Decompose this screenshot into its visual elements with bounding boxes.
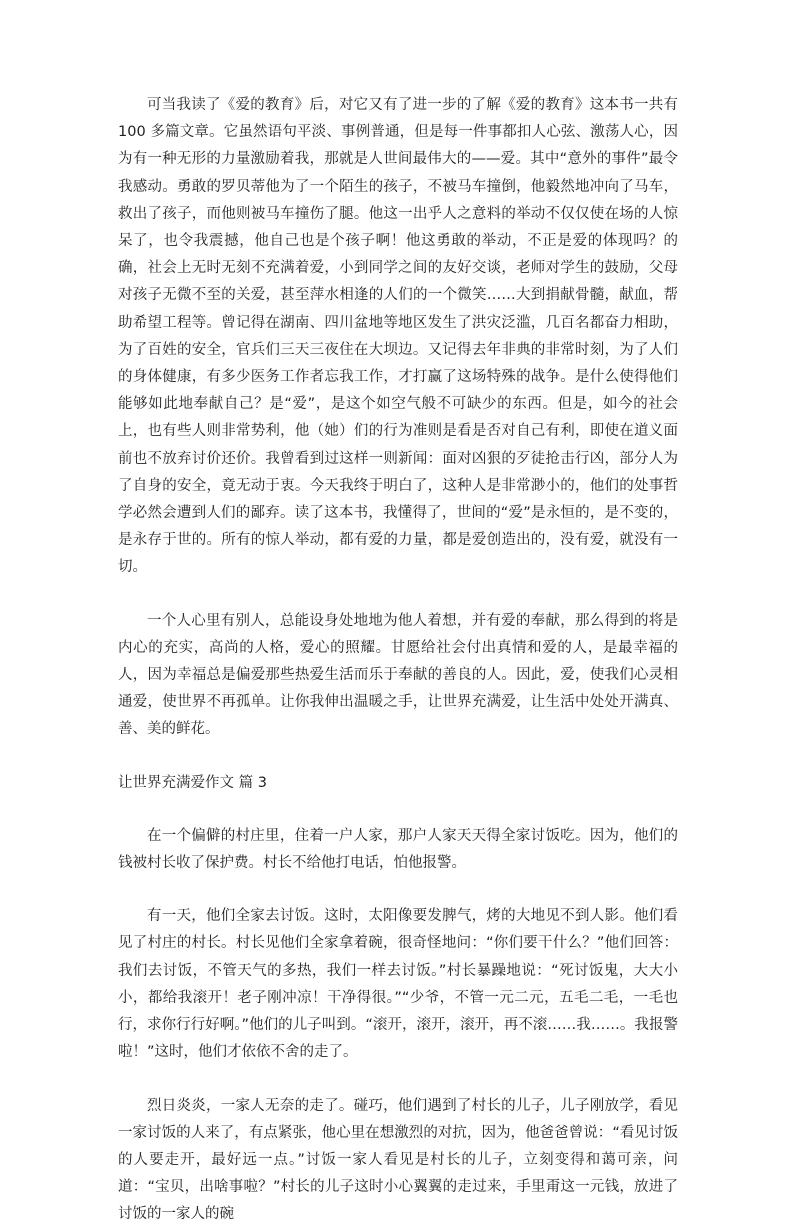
document-page [118, 92, 678, 1229]
paragraph-3: 在一个偏僻的村庄里，住着一户人家，那户人家天天得全家讨饭吃。因为，他们的钱被村长收了保护费。村长不给他打电话，怕他报警。 [118, 827, 678, 872]
section-title: 让世界充满爱作文 篇 3 [118, 774, 267, 791]
paragraph-1: 可当我读了《爱的教育》后，对它又有了进一步的了解《爱的教育》这本书一共有 100 多篇文章。它虽然语句平淡、事例普通，但是每一件事都扣人心弦、激荡人心，因为有一种无形的力量激励着我，那就是人世间最伟大的——爱。其中“意外的事件”最令我感动。勇敢的罗贝蒂他为了一个陌生的孩子，不被马车撞倒，他毅然地冲向了马车，救出了孩子，而他则被马车撞伤了腿。他这一出乎人之意料的举动不仅仅使在场的人惊呆了，也令我震撼，他自己也是个孩子啊！他这勇敢的举动，不正是爱的体现吗？的确，社会上无时无刻不充满着爱，小到同学之间的友好交谈，老师对学生的鼓励，父母对孩子无微不至的关爱，甚至萍水相逢的人们的一个微笑……大到捐献骨髓，献血，帮助希望工程等。曾记得在湖南、四川盆地等地区发生了洪灾泛滥，几百名都奋力相助，为了百姓的安全，官兵们三天三夜住在大坝边。又记得去年非典的非常时刻，为了人们的身体健康，有多少医务工作者忘我工作，才打赢了这场特殊的战争。是什么使得他们能够如此地奉献自己？是“爱”，是这个如空气般不可缺少的东西。但是，如今的社会上，也有些人则非常势利，他（她）们的行为准则是看是否对自己有利，即使在道义面前也不放弃讨价还价。我曾看到过这样一则新闻：面对凶狠的歹徒抢击行凶，部分人为了自身的安全，竟无动于衷。今天我终于明白了，这种人是非常渺小的，他们的处事哲学必然会遭到人们的鄙弃。读了这本书，我懂得了，世间的“爱”是永恒的，是不变的，是永存于世的。所有的惊人举动，都有爱的力量，都是爱创造出的，没有爱，就没有一切。 [118, 97, 678, 576]
paragraph-4: 有一天，他们全家去讨饭。这时，太阳像要发脾气，烤的大地见不到人影。他们看见了村庄的村长。村长见他们全家拿着碗，很奇怪地问：“你们要干什么？”他们回答：我们去讨饭，不管天气的多热，我们一样去讨饭。”村长暴躁地说：“死讨饭鬼，大大小小，都给我滚开！老子刚冲凉！干净得很。”“少爷，不管一元二元，五毛二毛，一毛也行，求你行行好啊。”他们的儿子叫到。“滚开，滚开，滚开，再不滚……我……。我报警啦！”这时，他们才依依不舍的走了。 [118, 908, 678, 1061]
paragraph-5: 烈日炎炎，一家人无奈的走了。碰巧，他们遇到了村长的儿子，儿子刚放学，看见一家讨饭的人来了，有点紧张，他心里在想激烈的对抗，因为，他爸爸曾说：“看见讨饭的人要走开，最好远一点。”讨饭一家人看见是村长的儿子，立刻变得和蔼可亲，问道：“宝贝，出啥事啦？”村长的儿子这时小心翼翼的走过来，手里甭这一元钱，放进了讨饭的一家人的碗 [118, 1097, 678, 1223]
paragraph-2: 一个人心里有别人，总能设身处地地为他人着想，并有爱的奉献，那么得到的将是内心的充实，高尚的人格，爱心的照耀。甘愿给社会付出真情和爱的人，是最幸福的人，因为幸福总是偏爱那些热爱生活而乐于奉献的善良的人。因此，爱，使我们心灵相通爱，使世界不再孤单。让你我伸出温暖之手，让世界充满爱，让生活中处处开满真、善、美的鲜花。 [118, 612, 678, 738]
